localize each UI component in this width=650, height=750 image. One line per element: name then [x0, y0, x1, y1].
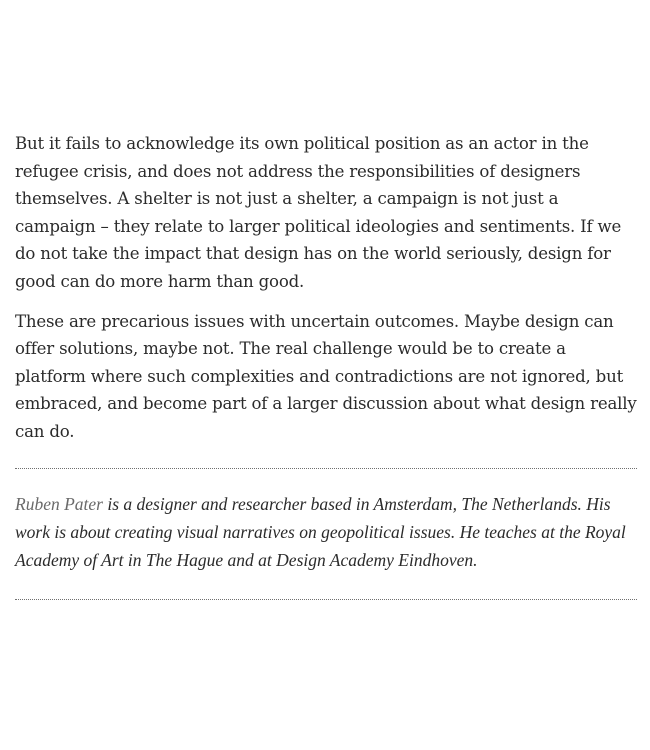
- author-name-link[interactable]: Ruben Pater: [15, 493, 103, 514]
- dotted-divider: [15, 599, 637, 600]
- author-bio-text: is a designer and researcher based in Amsterdam, The Netherlands. His work is about creating visual narratives on geopolitical issues. He teaches at the Royal Academy of Art in The Hague and at Design Academy Eindhoven.: [15, 493, 626, 571]
- body-paragraph: These are precarious issues with uncertain outcomes. Maybe design can offer solutions, maybe not. The real challenge would be to create a platform where such complexities and contradictions are not ignored, but embraced, and become part of a larger discussion about what design really can do.: [15, 311, 637, 441]
- article-body: [15, 130, 637, 600]
- dotted-divider: [15, 468, 637, 469]
- body-paragraph: But it fails to acknowledge its own political position as an actor in the refugee crisis, and does not address the responsibilities of designers themselves. A shelter is not just a shelter, a campaign is not just a campaign – they relate to larger political ideologies and sentiments. If we do not take the impact that design has on the world seriously, design for good can do more harm than good.: [15, 134, 622, 291]
- author-bio: [15, 490, 637, 575]
